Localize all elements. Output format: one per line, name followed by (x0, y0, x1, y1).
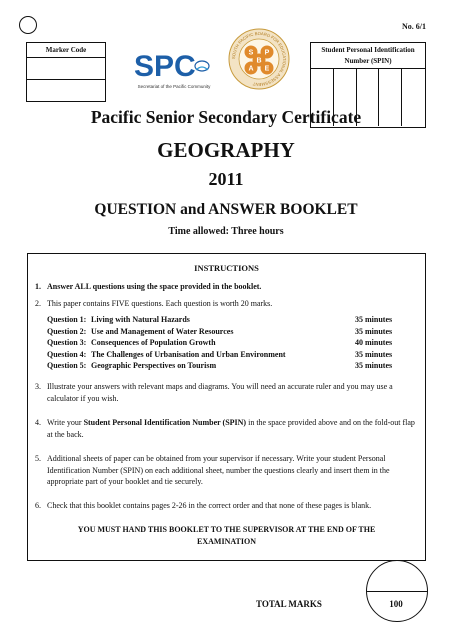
svg-text:B: B (256, 57, 262, 65)
question-row: Question 1: Living with Natural Hazards 35 minutes (47, 315, 393, 324)
instructions-heading: INSTRUCTIONS (194, 263, 259, 273)
instruction-2: 2. This paper contains FIVE questions. Each question is worth 20 marks. (35, 299, 273, 308)
question-row: Question 2: Use and Management of Water Resources 35 minutes (47, 326, 393, 336)
instruction-5: 5. Additional sheets of paper can be obtained from your supervisor if necessary. Write your student Personal Identification Number (SPIN) on each additional sheet, number the questions clearly and insert them in the appropriate part of your booklet and tie securely. (35, 454, 390, 486)
spin-label: Student Personal Identification Number (SPIN) (311, 43, 425, 69)
total-marks-circle[interactable] (366, 560, 428, 622)
instructions-box (27, 253, 426, 561)
corner-circle (19, 16, 37, 34)
question-row: Question 5: Geographic Perspectives on Tourism 35 minutes (47, 361, 393, 371)
svg-text:E: E (264, 65, 270, 73)
page-number: No. 6/1 (402, 22, 426, 31)
subject-title: GEOGRAPHY (157, 138, 295, 162)
booklet-title: QUESTION and ANSWER BOOKLET (94, 201, 358, 218)
question-row: Question 4: The Challenges of Urbanisation and Urban Environment 35 minutes (47, 349, 393, 359)
total-marks-label: TOTAL MARKS (256, 599, 322, 609)
marker-code-label: Marker Code (27, 43, 105, 58)
hand-in-notice: YOU MUST HAND THIS BOOKLET TO THE SUPERVISOR AT THE END OF THE EXAMINATION (77, 525, 376, 546)
time-allowed: Time allowed: Three hours (168, 226, 284, 237)
question-row: Question 3: Consequences of Population Growth 40 minutes (47, 338, 393, 348)
instruction-1: 1. Answer ALL questions using the space provided in the booklet. (35, 282, 262, 291)
spbea-seal (228, 28, 290, 90)
spc-logo (132, 46, 216, 84)
svg-text:SOUTH PACIFIC BOARD FOR EDUCAT: SOUTH PACIFIC BOARD FOR EDUCATIONAL ASSESSMENT (230, 30, 288, 88)
marker-code-box (26, 42, 106, 102)
instruction-6: 6. Check that this booklet contains pages 2-26 in the correct order and that none of these pages is blank. (35, 501, 372, 510)
certificate-title: Pacific Senior Secondary Certificate (90, 107, 362, 127)
marker-code-cell[interactable] (27, 58, 105, 80)
svg-text:S: S (248, 49, 254, 57)
spc-caption: Secretariat of the Pacific Community (137, 84, 211, 89)
question-list (47, 315, 417, 373)
instruction-3: 3. Illustrate your answers with relevant maps and diagrams. You will need an accurate ruler and you may use a calculator if you wish. (35, 382, 393, 403)
svg-text:P: P (264, 49, 270, 57)
instruction-4: 4. Write your Student Personal Identification Number (SPIN) in the space provided above and on the fold-out flap at the back. (35, 418, 415, 439)
svg-text:SPC: SPC (134, 50, 196, 83)
svg-text:A: A (248, 65, 254, 73)
marker-code-cell[interactable] (27, 80, 105, 101)
total-marks-value: 100 (389, 599, 403, 609)
year-title: 2011 (208, 169, 244, 189)
